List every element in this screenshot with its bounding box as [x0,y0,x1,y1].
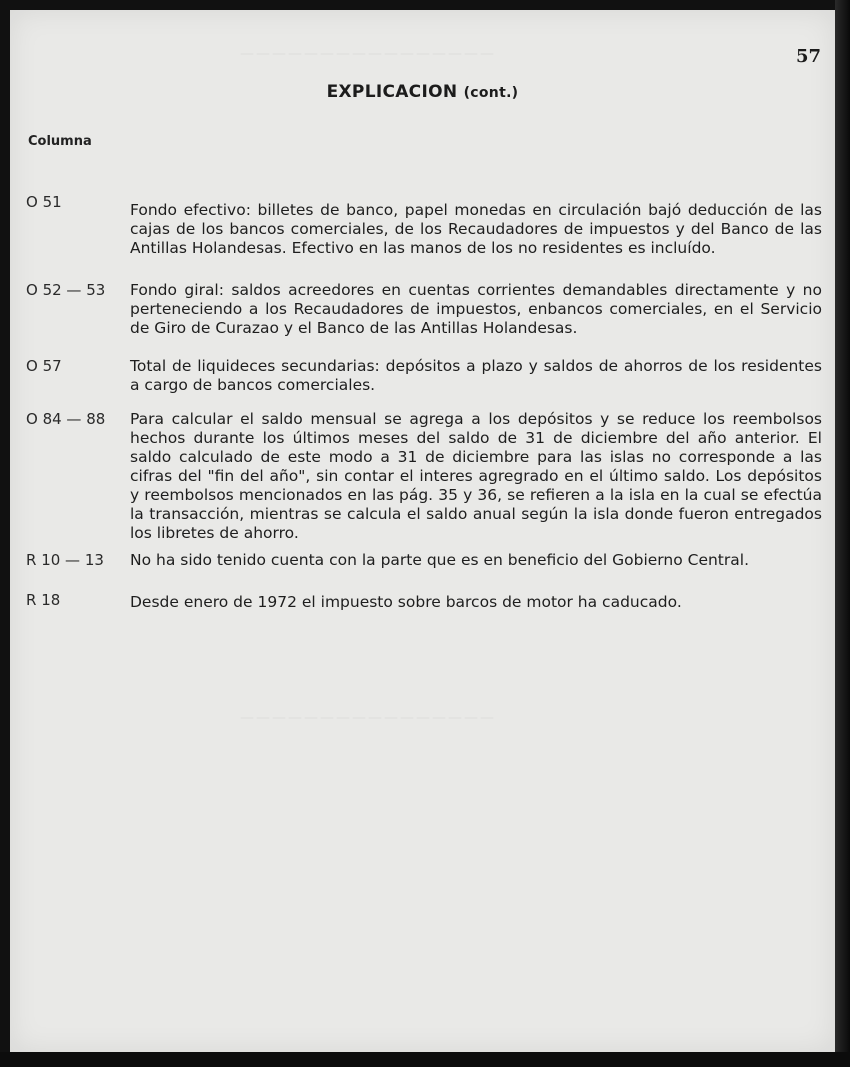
entry-code: R 18 [26,591,61,609]
entry-description: Para calcular el saldo mensual se agrega a los depósitos y se reduce los reembolsos hechos durante los últimos meses del saldo de 31 de diciembre del año anterior. El saldo calculado de este modo a 31 de diciembre para las islas no corresponde a las cifras del "fin del año", sin contar el interes agregrado en el último saldo. Los depósitos y reembolsos mencionados en las pág. 35 y 36, se refieren a la isla en la cual se efectúa la transacción, mientras se calcula el saldo anual según la isla donde fueron entregados los libretes de ahorro. [130,410,822,542]
bleed-through-text: ———————————————— [240,710,496,726]
entry-code: O 57 [26,357,62,375]
scan-edge-bottom [0,1052,850,1067]
entry-code: R 10 — 13 [26,551,104,569]
page-title-sub: (cont.) [463,85,519,101]
scan-edge-right [835,0,850,1067]
entry-description: Fondo efectivo: billetes de banco, papel monedas en circulación bajó deducción de las cajas de los bancos comerciales, de los Recaudadores de impuestos y del Banco de las Antillas Holandesas. Efectivo en las manos de los no residentes es incluído. [130,201,822,257]
column-header: Columna [28,134,92,149]
page-number: 57 [795,46,821,67]
document-page [10,10,835,1052]
entry-code: O 52 — 53 [26,281,106,299]
entry-code: O 84 — 88 [26,410,106,428]
bleed-through-text: ———————————————— [240,46,496,62]
entry-code: O 51 [26,193,62,211]
entry-description: Desde enero de 1972 el impuesto sobre barcos de motor ha caducado. [130,593,682,611]
entry-description: Total de liquideces secundarias: depósitos a plazo y saldos de ahorros de los residentes a cargo de bancos comerciales. [130,357,822,394]
entry-description: Fondo giral: saldos acreedores en cuentas corrientes demandables directamente y no perteneciendo a los Recaudadores de impuestos, enbancos comerciales, en el Servicio de Giro de Curazao y el Banco de las Antillas Holandesas. [130,281,822,337]
entry-description: No ha sido tenido cuenta con la parte que es en beneficio del Gobierno Central. [130,551,749,569]
page-title-main: EXPLICACION [326,82,458,102]
page-title [10,82,835,102]
